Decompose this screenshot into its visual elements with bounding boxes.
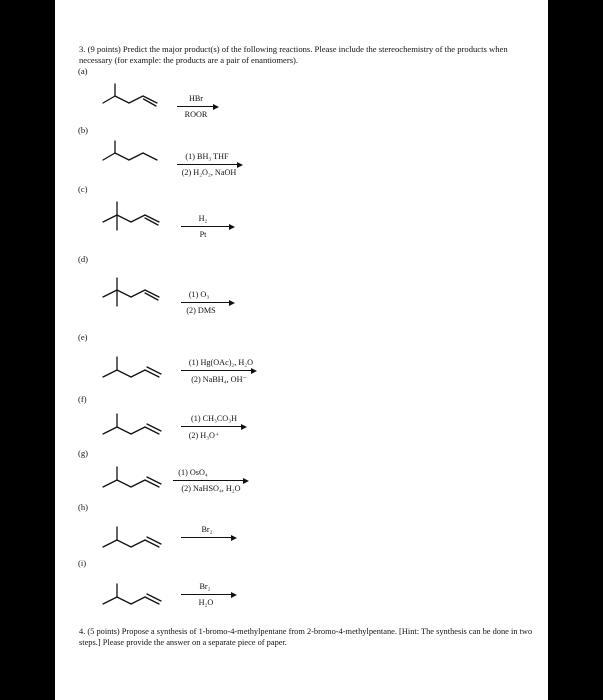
reaction-i-label: (i) [78,558,87,568]
reaction-b-reagent-bottom: (2) H₂O₂, NaOH [181,168,237,177]
reaction-a-label: (a) [78,66,88,76]
reaction-e-reagent-top: (1) Hg(OAc)₂, H₂O [188,358,254,367]
reaction-b-reagent-top: (1) BH₃ THF [185,152,229,161]
reaction-f-reagent-top: (1) CH₃CO₃H [191,414,237,423]
reaction-i-arrow [181,594,235,595]
reaction-i-reagent-top: Br₂ [199,582,211,591]
reaction-i-molecule [55,0,548,700]
reaction-b-label: (b) [78,125,89,135]
reaction-a-reagent-top: HBr [188,94,204,103]
reaction-f-label: (f) [78,394,87,404]
question-4-text: 4. (5 points) Propose a synthesis of 1-bromo-4-methylpentane from 2-bromo-4-methylpentane. [Hint: The synthesis can be done in two steps.] Please provide the answer on a separate piece of paper. [79,627,533,647]
reaction-c-label: (c) [78,184,88,194]
reaction-i-reagent-bottom: H₂O [198,598,214,607]
reaction-g-reagent-top: (1) OsO₄ [178,468,208,477]
reaction-c-reagent-top: H₂ [198,214,208,223]
reaction-h-label: (h) [78,502,89,512]
reaction-g-label: (g) [78,448,89,458]
reaction-f-reagent-bottom: (2) H₃O⁺ [188,431,220,440]
question-3-text: 3. (9 points) Predict the major product(s) of the following reactions. Please include the stereochemistry of the products when necessary (for example: the products are a pair of enantiomers). [79,44,508,65]
reaction-d-label: (d) [78,254,89,264]
reaction-d-reagent-bottom: (2) DMS [186,306,216,315]
worksheet-page [55,0,548,700]
reaction-g-reagent-bottom: (2) NaHSO₄, H₂O [181,484,241,493]
reaction-a-reagent-bottom: ROOR [184,110,208,119]
reaction-e-reagent-bottom: (2) NaBH₄, OH⁻ [191,375,247,384]
reaction-c-reagent-bottom: Pt [199,230,207,239]
reaction-e-label: (e) [78,332,88,342]
reaction-h-reagent-top: Br₂ [201,525,213,534]
reaction-d-reagent-top: (1) O₃ [188,290,210,299]
